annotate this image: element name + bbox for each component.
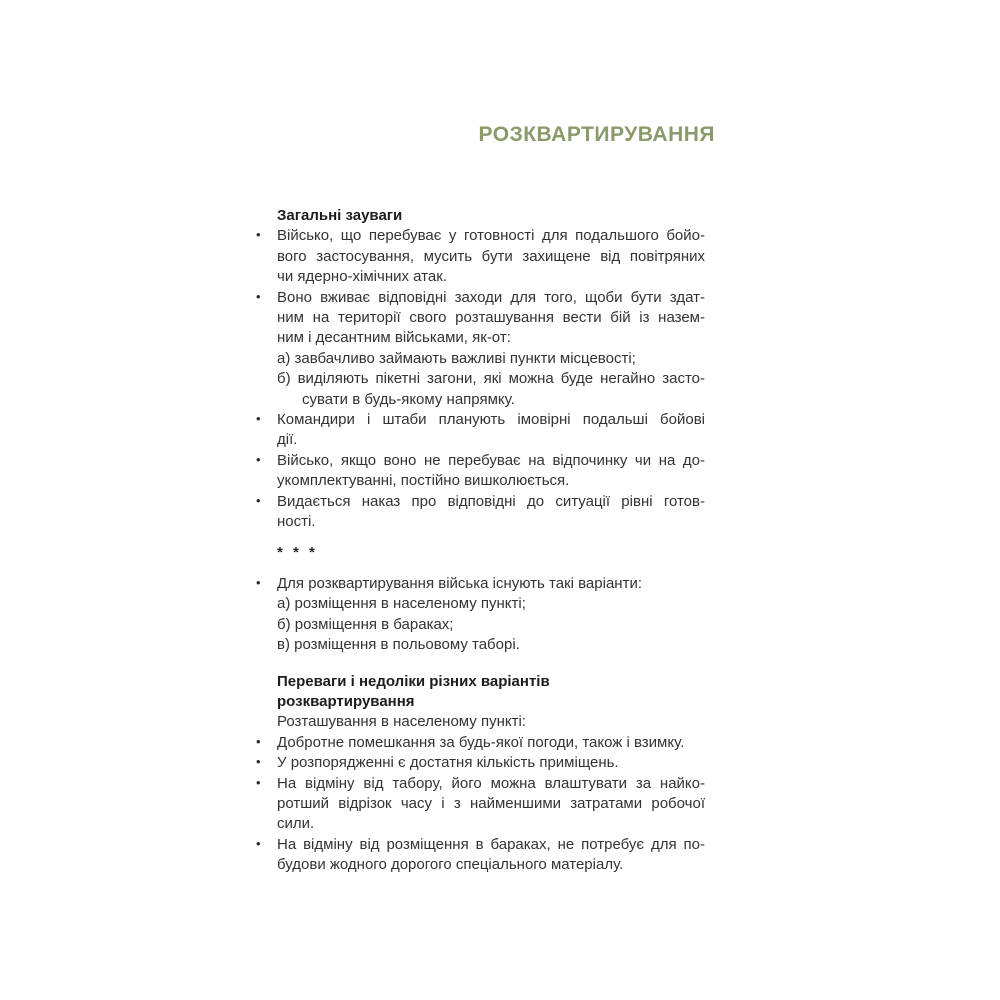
bullet-item-line: сувати в будь-якому напрямку. — [302, 390, 515, 408]
section-heading: Загальні зауваги — [277, 207, 403, 224]
bullet-item-line: ним і десантним військами, як-от: — [277, 329, 511, 347]
bullet-marker-icon: • — [256, 288, 261, 304]
bullet-item-line: Видається наказ про відповідні до ситуації рівні готов- • — [256, 492, 705, 510]
subheading-line: Розташування в населеному пункті: — [277, 713, 526, 731]
bullet-item-line: Для розквартирування війська існують такі варіанти: • — [256, 574, 642, 592]
bullet-item-line: б) виділяють пікетні загони, які можна буде негайно засто- — [277, 370, 705, 388]
section-heading: розквартирування — [277, 692, 415, 710]
bullet-item-line: сили. — [277, 815, 315, 833]
bullet-marker-icon: • — [256, 733, 261, 749]
bullet-item-line: Воно вживає відповідні заходи для того, щоби бути здат- • — [256, 288, 705, 306]
bullet-item-line: чи ядерно-хімічних атак. — [277, 268, 447, 286]
bullet-item-line: На відміну від розміщення в бараках, не потребує для по- • — [256, 835, 705, 853]
bullet-item-line: ним на території свого розташування вести бій із назем- — [277, 309, 705, 327]
bullet-item-line: будови жодного дорогого спеціального матеріалу. — [277, 856, 624, 874]
bullet-item-line: Командири і штаби планують імовірні подальші бойові • — [256, 411, 705, 429]
bullet-item-line: дії. — [277, 431, 298, 449]
bullet-marker-icon: • — [256, 754, 261, 770]
bullet-marker-icon: • — [256, 774, 261, 790]
bullet-marker-icon: • — [256, 574, 261, 590]
bullet-item-line: Добротне помешкання за будь-якої погоди, також і взимку. • — [256, 733, 685, 751]
bullet-item-line: На відміну від табору, його можна влаштувати за найко- • — [256, 774, 705, 792]
bullet-marker-icon: • — [256, 227, 261, 243]
bullet-marker-icon: • — [256, 835, 261, 851]
bullet-marker-icon: • — [256, 451, 261, 467]
bullet-item-line: в) розміщення в польовому таборі. — [277, 636, 520, 654]
content-column — [256, 206, 705, 876]
bullet-item-line: ності. — [277, 513, 316, 531]
bullet-item-line: вого застосування, мусить бути захищене від повітряних — [277, 247, 705, 265]
page-title: РОЗКВАРТИРУВАННЯ — [478, 123, 715, 146]
bullet-item-line: а) розміщення в населеному пункті; — [277, 595, 526, 613]
bullet-marker-icon: • — [256, 492, 261, 508]
section-heading: Переваги і недоліки різних варіантів — [277, 672, 550, 690]
bullet-item-line: а) завбачливо займають важливі пункти місцевості; — [277, 349, 636, 367]
bullet-item-line: У розпорядженні є достатня кількість приміщень. • — [256, 754, 619, 772]
bullet-marker-icon: • — [256, 411, 261, 427]
separator: * * * — [277, 543, 318, 561]
bullet-item-line: б) розміщення в бараках; — [277, 615, 454, 633]
bullet-item-line: Військо, що перебуває у готовності для подальшого бойо- • — [256, 227, 705, 245]
bullet-item-line: ротший відрізок часу і з найменшими затратами робочої — [277, 794, 705, 812]
bullet-item-line: укомплектуванні, постійно вишколюється. — [277, 472, 570, 490]
bullet-item-line: Військо, якщо воно не перебуває на відпочинку чи на до- • — [256, 451, 705, 469]
